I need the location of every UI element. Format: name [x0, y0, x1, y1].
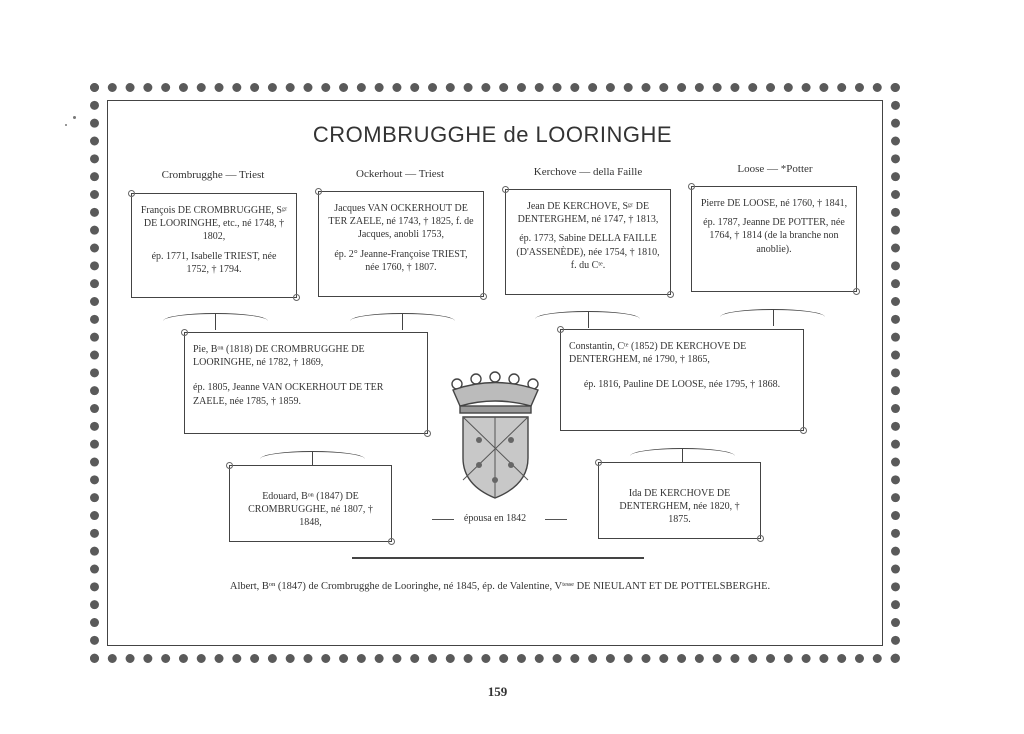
marriage-note: épousa en 1842	[463, 513, 527, 524]
connector-stem	[402, 313, 403, 330]
entry-marriage: ép. 1771, Isabelle TRIEST, née 1752, † 1794.	[151, 250, 277, 275]
column-head-crombrugghe: Crombrugghe — Triest	[161, 169, 265, 181]
descendant-connector	[352, 557, 644, 559]
entry-birth: Jean DE KERCHOVE, Sᵍʳ DE DENTERGHEM, né 1747, † 1813,	[517, 201, 659, 226]
box-pierre-loose	[691, 186, 857, 292]
connector-stem	[312, 451, 313, 465]
box-jean-kerchove	[505, 189, 671, 295]
entry-birth: Ida DE KERCHOVE DE DENTERGHEM, née 1820, † 1875.	[619, 488, 740, 526]
coat-of-arms-icon	[443, 370, 548, 505]
box-jacques-ockerhout	[318, 191, 484, 297]
entry-birth: François DE CROMBRUGGHE, Sᵍʳ DE LOORINGHE, etc., né 1748, † 1802,	[140, 205, 288, 243]
box-constantin-kerchove	[560, 329, 804, 431]
connector-stem	[773, 309, 774, 326]
connector-stem	[215, 313, 216, 330]
ornament-right	[545, 519, 567, 520]
box-edouard-crombrugghe	[229, 465, 392, 542]
entry-marriage: ép. 2° Jeanne-Françoise TRIEST, née 1760, † 1807.	[334, 248, 468, 273]
connector-stem	[588, 311, 589, 328]
column-head-kerchove: Kerchove — della Faille	[533, 166, 643, 178]
entry-birth: Edouard, Bᵒⁿ (1847) DE CROMBRUGGHE, né 1807, † 1848,	[248, 491, 373, 529]
speck	[73, 116, 76, 119]
column-head-loose: Loose — *Potter	[737, 163, 813, 175]
entry-marriage: ép. 1805, Jeanne VAN OCKERHOUT DE TER ZAELE, née 1785, † 1859.	[193, 382, 384, 407]
page-number: 159	[487, 684, 508, 699]
box-pie-crombrugghe	[184, 332, 428, 434]
connector-stem	[682, 448, 683, 462]
entry-birth: Jacques VAN OCKERHOUT DE TER ZAELE, né 1743, † 1825, f. de Jacques, anobli 1753,	[328, 203, 474, 241]
entry-birth: Pierre DE LOOSE, né 1760, † 1841,	[700, 198, 848, 209]
box-francois-crombrugghe	[131, 193, 297, 298]
descendant-entry: Albert, Bᵒⁿ (1847) de Crombrugghe de Looringhe, né 1845, ép. de Valentine, Vᵗᵉˢˢᵉ DE NIEULANT ET DE POTTELSBERGHE.	[229, 581, 771, 592]
entry-marriage: ép. 1773, Sabine DELLA FAILLE (D'ASSENÈDE), née 1754, † 1810, f. du Cᵗᵉ.	[516, 233, 660, 271]
column-head-ockerhout: Ockerhout — Triest	[356, 168, 444, 180]
page-title: CROMBRUGGHE de LOORINGHE	[312, 122, 673, 147]
entry-marriage: ép. 1816, Pauline DE LOOSE, née 1795, † 1868.	[583, 379, 781, 391]
box-ida-kerchove	[598, 462, 761, 539]
entry-birth: Constantin, Cᵗᵉ (1852) DE KERCHOVE DE DENTERGHEM, né 1790, † 1865,	[569, 341, 747, 366]
entry-birth: Pie, Bᵒⁿ (1818) DE CROMBRUGGHE DE LOORINGHE, né 1782, † 1869,	[193, 344, 365, 369]
entry-marriage: ép. 1787, Jeanne DE POTTER, née 1764, † 1814 (de la branche non anoblie).	[703, 217, 845, 255]
